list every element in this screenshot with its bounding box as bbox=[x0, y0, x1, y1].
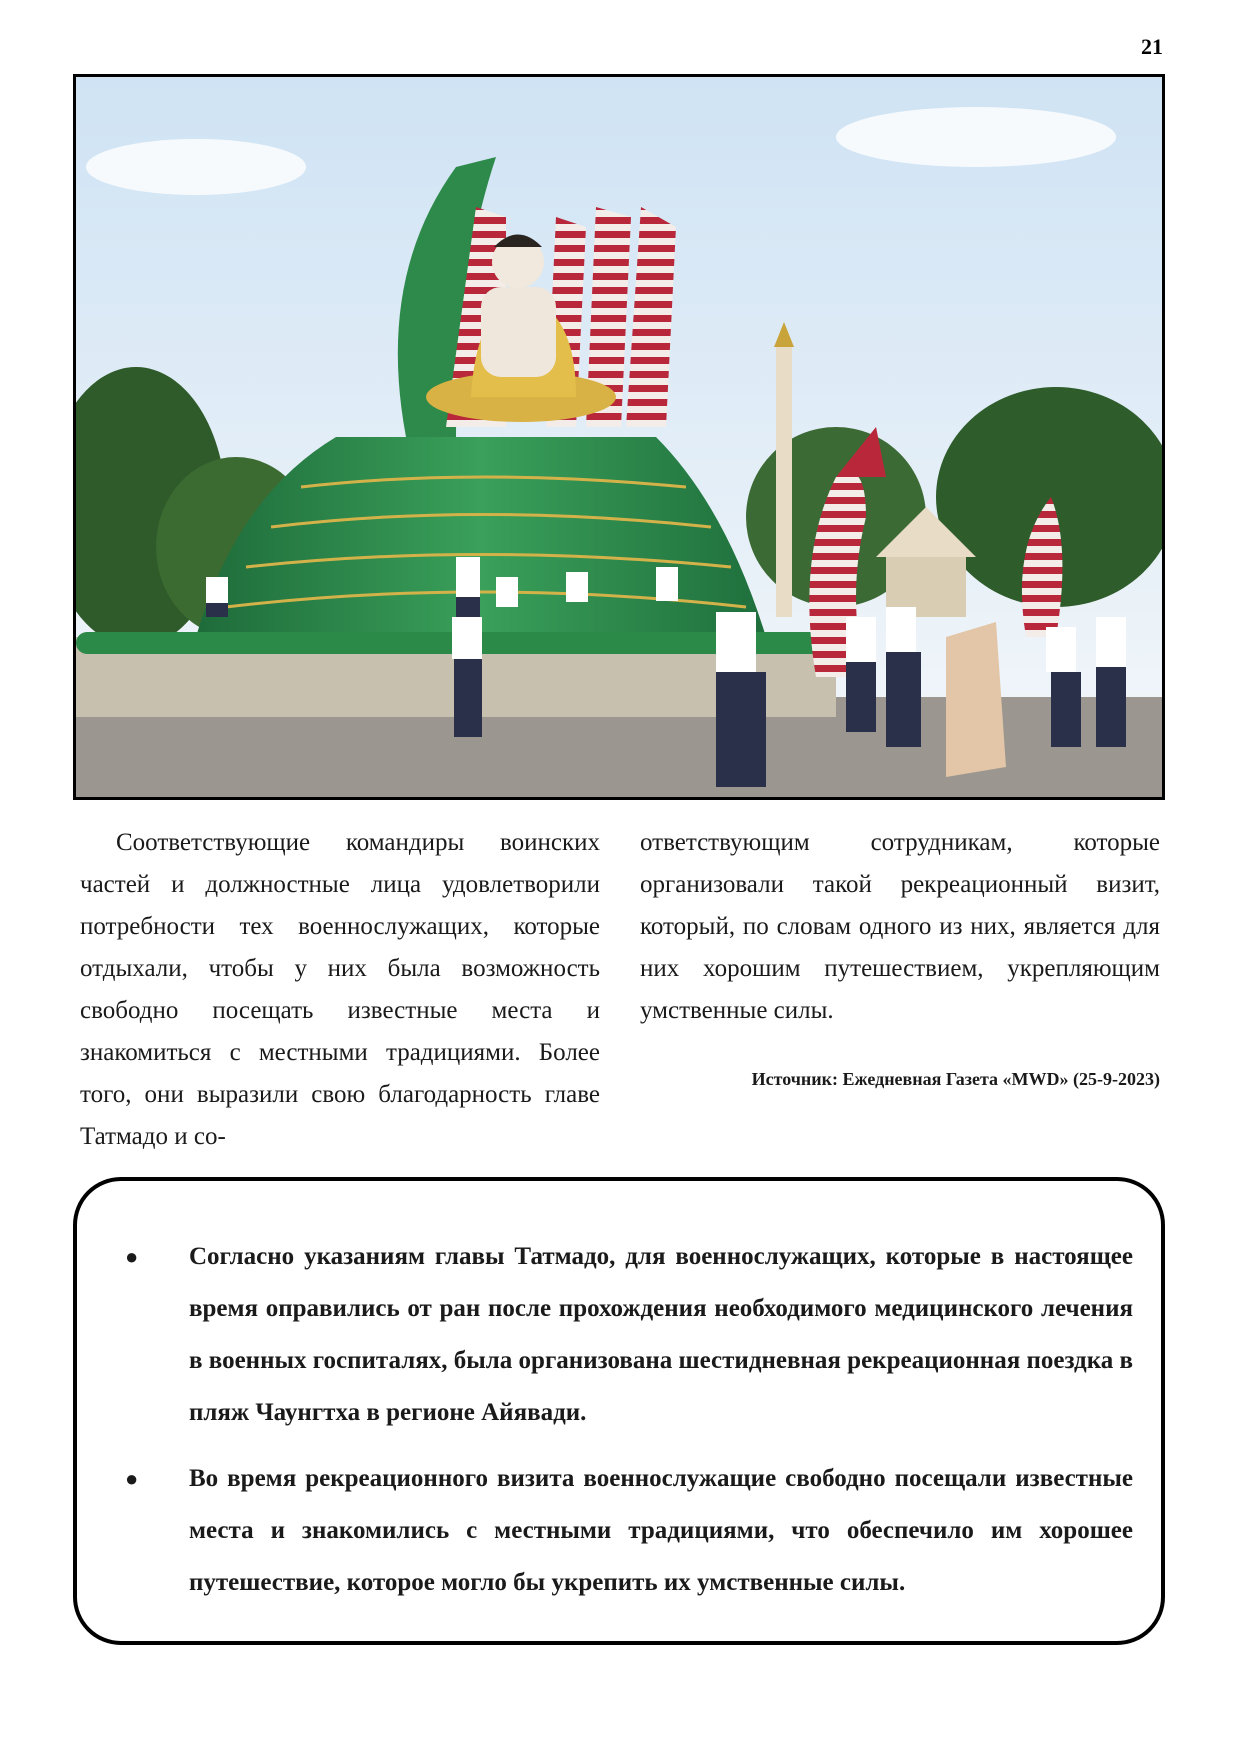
summary-item-text: Во время рекреационного визита военнослужащие свободно посещали известные места и знакомились с местными традициями, что обеспечило им хорошее путешествие, которое могло бы укрепить их умственные силы. bbox=[189, 1465, 1133, 1596]
summary-item bbox=[105, 1231, 1133, 1439]
article-paragraph: Соответствующие командиры воинских частей и должностные лица удовлетворили потребности тех военнослужащих, которые отдыхали, чтобы у них была возможность свободно посещать известные места и знакомиться с местными традициями. Более того, они выразили свою благодарность главе Татмадо и со- bbox=[80, 829, 600, 1150]
buddha-naga-pagoda-photo bbox=[76, 77, 1162, 797]
bullet-icon: ● bbox=[125, 1466, 139, 1491]
article-right-column bbox=[640, 822, 1160, 1158]
page-number: 21 bbox=[1141, 34, 1163, 59]
summary-item bbox=[105, 1453, 1133, 1609]
article-left-column bbox=[80, 822, 600, 1158]
article-source: Источник: Ежедневная Газета «MWD» (25-9-2023) bbox=[751, 1069, 1160, 1089]
summary-box bbox=[73, 1177, 1165, 1645]
article-text bbox=[80, 822, 1160, 1158]
summary-list bbox=[105, 1231, 1133, 1609]
bullet-icon: ● bbox=[125, 1244, 139, 1269]
article-paragraph-continued: ответствующим сотрудникам, которые организовали такой рекреационный визит, который, по словам одного из них, является для них хорошим путешествием, укрепляющим умственные силы. bbox=[640, 829, 1160, 1024]
summary-item-text: Согласно указаниям главы Татмадо, для военнослужащих, которые в настоящее время оправились от ран после прохождения необходимого медицинского лечения в военных госпиталях, была организована шестидневная рекреационная поездка в пляж Чаунгтха в регионе Айявади. bbox=[189, 1243, 1133, 1426]
article-photo bbox=[73, 74, 1165, 800]
